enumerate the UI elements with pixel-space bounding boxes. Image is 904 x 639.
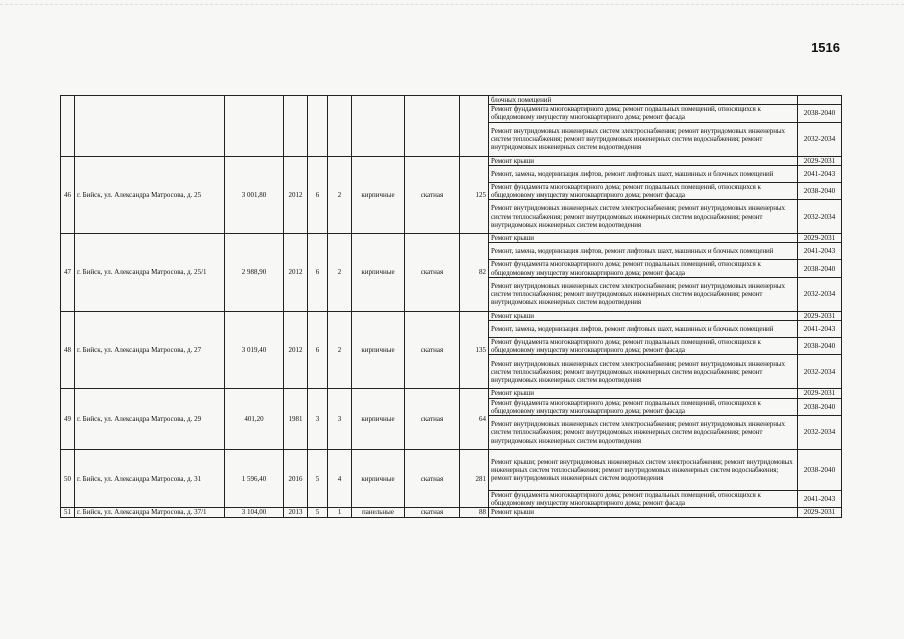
period-cell: 2032-2034	[798, 416, 842, 450]
entrances-cell: 2	[328, 234, 352, 312]
year-cell: 1981	[284, 389, 308, 450]
row-number: 49	[61, 389, 75, 450]
floors-cell: 6	[308, 234, 328, 312]
work-type-cell: Ремонт фундамента многоквартирного дома; ремонт подвальных помещений, относящихся к общедомовому имуществу многоквартирного дома; ремонт фасада	[489, 260, 798, 277]
row-number: 47	[61, 234, 75, 312]
period-cell: 2038-2040	[798, 398, 842, 415]
address-cell: г. Бийск, ул. Александра Матросова, д. 25/1	[75, 234, 225, 312]
work-type-cell: Ремонт внутридомовых инженерных систем электроснабжения; ремонт внутридомовых инженерных систем теплоснабжения; ремонт внутридомовых инженерных систем водоснабжения; ремонт внутридомовых инженерных систем водоотведения	[489, 416, 798, 450]
period-cell: 2041-2043	[798, 321, 842, 338]
cont-walls	[352, 96, 405, 157]
area-cell: 3 001,80	[225, 156, 284, 234]
work-type-cell: Ремонт, замена, модернизация лифтов, ремонт лифтовых шахт, машинных и блочных помещений	[489, 321, 798, 338]
address-cell: г. Бийск, ул. Александра Матросова, д. 31	[75, 450, 225, 508]
year-cell: 2012	[284, 156, 308, 234]
entrances-cell: 2	[328, 311, 352, 389]
floors-cell: 3	[308, 389, 328, 450]
floors-cell: 5	[308, 508, 328, 517]
page-number: 1516	[811, 40, 840, 55]
address-cell: г. Бийск, ул. Александра Матросова, д. 29	[75, 389, 225, 450]
cont-num	[61, 96, 75, 157]
work-type-cell: Ремонт внутридомовых инженерных систем электроснабжения; ремонт внутридомовых инженерных систем теплоснабжения; ремонт внутридомовых инженерных систем водоснабжения; ремонт внутридомовых инженерных систем водоотведения	[489, 277, 798, 311]
cont-year	[284, 96, 308, 157]
period-cell: 2029-2031	[798, 389, 842, 398]
period-cell: 2038-2040	[798, 182, 842, 199]
apartments-cell: 64	[460, 389, 489, 450]
period-cell: 2029-2031	[798, 508, 842, 517]
walls-cell: панельные	[352, 508, 405, 517]
work-type-cell: Ремонт фундамента многоквартирного дома; ремонт подвальных помещений, относящихся к общедомовому имуществу многоквартирного дома; ремонт фасада	[489, 491, 798, 508]
work-type-cell: Ремонт крыши	[489, 234, 798, 243]
work-type-cell: Ремонт крыши	[489, 389, 798, 398]
table-row	[61, 450, 842, 491]
roof-cell: скатная	[405, 156, 460, 234]
period-cell: 2032-2034	[798, 200, 842, 234]
work-type-cell: Ремонт, замена, модернизация лифтов, ремонт лифтовых шахт, машинных и блочных помещений	[489, 165, 798, 182]
period-cell: 2032-2034	[798, 122, 842, 156]
year-cell: 2012	[284, 311, 308, 389]
roof-cell: скатная	[405, 450, 460, 508]
entrances-cell: 3	[328, 389, 352, 450]
period-cell: 2041-2043	[798, 243, 842, 260]
work-type-cell: Ремонт фундамента многоквартирного дома; ремонт подвальных помещений, относящихся к общедомовому имуществу многоквартирного дома; ремонт фасада	[489, 398, 798, 415]
walls-cell: кирпичные	[352, 311, 405, 389]
area-cell: 3 019,40	[225, 311, 284, 389]
period-cell: 2032-2034	[798, 277, 842, 311]
apartments-cell: 125	[460, 156, 489, 234]
roof-cell: скатная	[405, 508, 460, 517]
work-type-cell: блочных помещений	[489, 96, 798, 105]
work-type-cell: Ремонт крыши	[489, 156, 798, 165]
period-cell: 2038-2040	[798, 450, 842, 491]
table-row	[61, 508, 842, 517]
table-row	[61, 311, 842, 320]
walls-cell: кирпичные	[352, 234, 405, 312]
work-type-cell: Ремонт крыши	[489, 311, 798, 320]
work-type-cell: Ремонт внутридомовых инженерных систем электроснабжения; ремонт внутридомовых инженерных систем теплоснабжения; ремонт внутридомовых инженерных систем водоснабжения; ремонт внутридомовых инженерных систем водоотведения	[489, 200, 798, 234]
year-cell: 2012	[284, 234, 308, 312]
roof-cell: скатная	[405, 311, 460, 389]
table-row	[61, 156, 842, 165]
period-cell: 2038-2040	[798, 338, 842, 355]
apartments-cell: 88	[460, 508, 489, 517]
table-row	[61, 234, 842, 243]
entrances-cell: 4	[328, 450, 352, 508]
address-cell: г. Бийск, ул. Александра Матросова, д. 37/1	[75, 508, 225, 517]
cont-entrances	[328, 96, 352, 157]
work-type-cell: Ремонт внутридомовых инженерных систем электроснабжения; ремонт внутридомовых инженерных систем теплоснабжения; ремонт внутридомовых инженерных систем водоснабжения; ремонт внутридомовых инженерных систем водоотведения	[489, 122, 798, 156]
work-type-cell: Ремонт фундамента многоквартирного дома; ремонт подвальных помещений, относящихся к общедомовому имуществу многоквартирного дома; ремонт фасада	[489, 182, 798, 199]
cont-floors	[308, 96, 328, 157]
row-number: 46	[61, 156, 75, 234]
period-cell: 2029-2031	[798, 311, 842, 320]
period-cell: 2029-2031	[798, 234, 842, 243]
address-cell: г. Бийск, ул. Александра Матросова, д. 25	[75, 156, 225, 234]
area-cell: 2 988,90	[225, 234, 284, 312]
year-cell: 2013	[284, 508, 308, 517]
area-cell: 401,20	[225, 389, 284, 450]
floors-cell: 6	[308, 311, 328, 389]
period-cell: 2032-2034	[798, 355, 842, 389]
cont-apartments	[460, 96, 489, 157]
walls-cell: кирпичные	[352, 389, 405, 450]
roof-cell: скатная	[405, 234, 460, 312]
walls-cell: кирпичные	[352, 156, 405, 234]
floors-cell: 5	[308, 450, 328, 508]
cont-roof	[405, 96, 460, 157]
work-type-cell: Ремонт внутридомовых инженерных систем электроснабжения; ремонт внутридомовых инженерных систем теплоснабжения; ремонт внутридомовых инженерных систем водоснабжения; ремонт внутридомовых инженерных систем водоотведения	[489, 355, 798, 389]
period-cell: 2041-2043	[798, 491, 842, 508]
area-cell: 3 104,00	[225, 508, 284, 517]
scan-edge	[0, 0, 904, 5]
apartments-cell: 82	[460, 234, 489, 312]
table-row	[61, 389, 842, 398]
entrances-cell: 2	[328, 156, 352, 234]
work-type-cell: Ремонт фундамента многоквартирного дома; ремонт подвальных помещений, относящихся к общедомовому имуществу многоквартирного дома; ремонт фасада	[489, 105, 798, 122]
work-type-cell: Ремонт крыши; ремонт внутридомовых инженерных систем электроснабжения; ремонт внутридомовых инженерных систем теплоснабжения; ремонт внутридомовых инженерных систем водоснабжения; ремонт внутридомовых инженерных систем водоотведения	[489, 450, 798, 491]
cont-area	[225, 96, 284, 157]
period-cell: 2041-2043	[798, 165, 842, 182]
period-cell: 2029-2031	[798, 156, 842, 165]
floors-cell: 6	[308, 156, 328, 234]
entrances-cell: 1	[328, 508, 352, 517]
work-type-cell: Ремонт фундамента многоквартирного дома; ремонт подвальных помещений, относящихся к общедомовому имуществу многоквартирного дома; ремонт фасада	[489, 338, 798, 355]
row-number: 50	[61, 450, 75, 508]
walls-cell: кирпичные	[352, 450, 405, 508]
table-row	[61, 96, 842, 105]
address-cell: г. Бийск, ул. Александра Матросова, д. 27	[75, 311, 225, 389]
row-number: 48	[61, 311, 75, 389]
year-cell: 2016	[284, 450, 308, 508]
work-type-cell: Ремонт, замена, модернизация лифтов, ремонт лифтовых шахт, машинных и блочных помещений	[489, 243, 798, 260]
apartments-cell: 135	[460, 311, 489, 389]
roof-cell: скатная	[405, 389, 460, 450]
area-cell: 1 596,40	[225, 450, 284, 508]
apartments-cell: 281	[460, 450, 489, 508]
period-cell	[798, 96, 842, 105]
cont-address	[75, 96, 225, 157]
period-cell: 2038-2040	[798, 260, 842, 277]
row-number: 51	[61, 508, 75, 517]
work-type-cell: Ремонт крыши	[489, 508, 798, 517]
period-cell: 2038-2040	[798, 105, 842, 122]
table-body	[61, 96, 842, 518]
capital-repair-table	[60, 95, 842, 518]
